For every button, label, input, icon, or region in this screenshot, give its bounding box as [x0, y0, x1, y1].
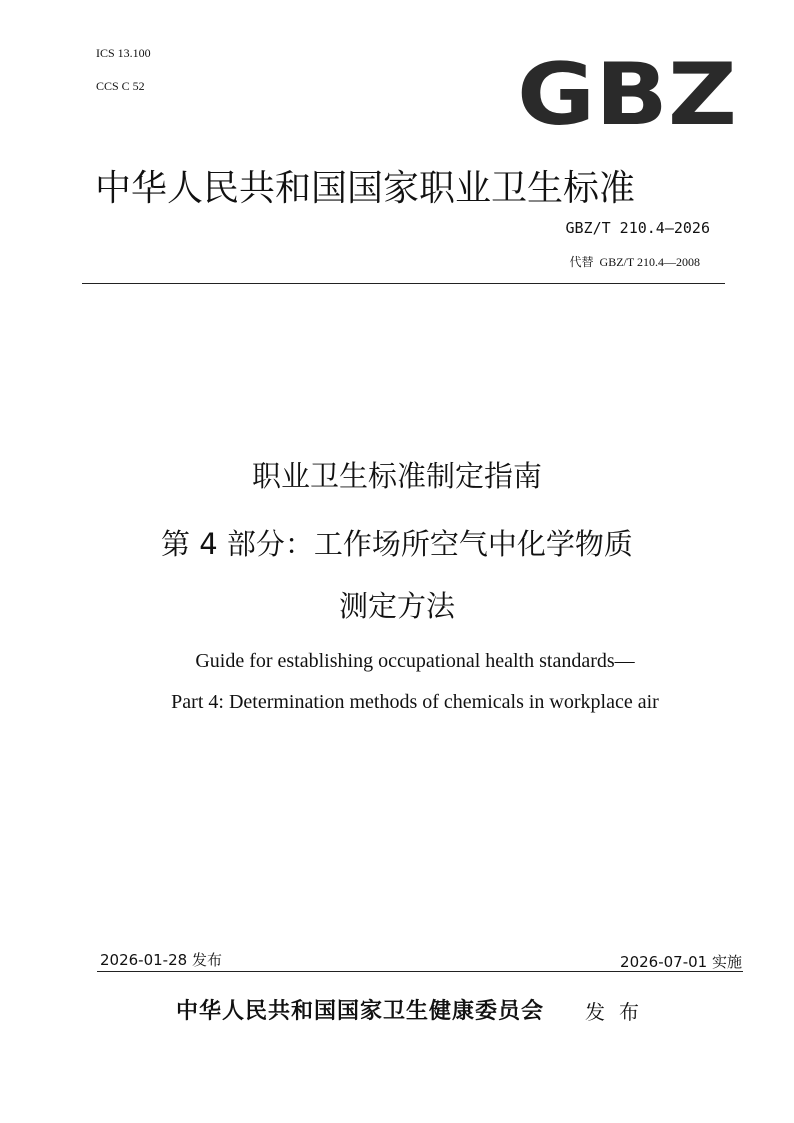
issue-date: 2026-01-28 发布 [100, 951, 222, 969]
ics-code: ICS 13.100 [96, 46, 151, 60]
replaces-number: GBZ/T 210.4—2008 [599, 255, 700, 269]
chinese-title-line-1: 职业卫生标准制定指南 [251, 459, 542, 493]
publish-label: 发布 [585, 1002, 653, 1024]
chinese-title-line-2: 第 4 部分：工作场所空气中化学物质 [161, 527, 633, 561]
gbz-logo [516, 58, 738, 130]
standard-number: GBZ/T 210.4—2026 [565, 219, 710, 237]
replaces-line [570, 253, 700, 270]
publisher: 中华人民共和国国家卫生健康委员会 [176, 998, 545, 1023]
standard-category-title: 中华人民共和国国家职业卫生标准 [95, 168, 636, 209]
english-title-line-1: Guide for establishing occupational health standards— [195, 650, 635, 672]
chinese-title-line-3: 测定方法 [338, 589, 455, 623]
implementation-date: 2026-07-01 实施 [620, 953, 742, 971]
english-title-line-2: Part 4: Determination methods of chemicals in workplace air [171, 691, 659, 713]
footer-divider [97, 971, 743, 972]
header-divider [82, 283, 725, 284]
replaces-label: 代替 [569, 255, 594, 269]
ccs-code: CCS C 52 [96, 79, 145, 93]
gbz-logo-text: GBZ [517, 58, 737, 130]
